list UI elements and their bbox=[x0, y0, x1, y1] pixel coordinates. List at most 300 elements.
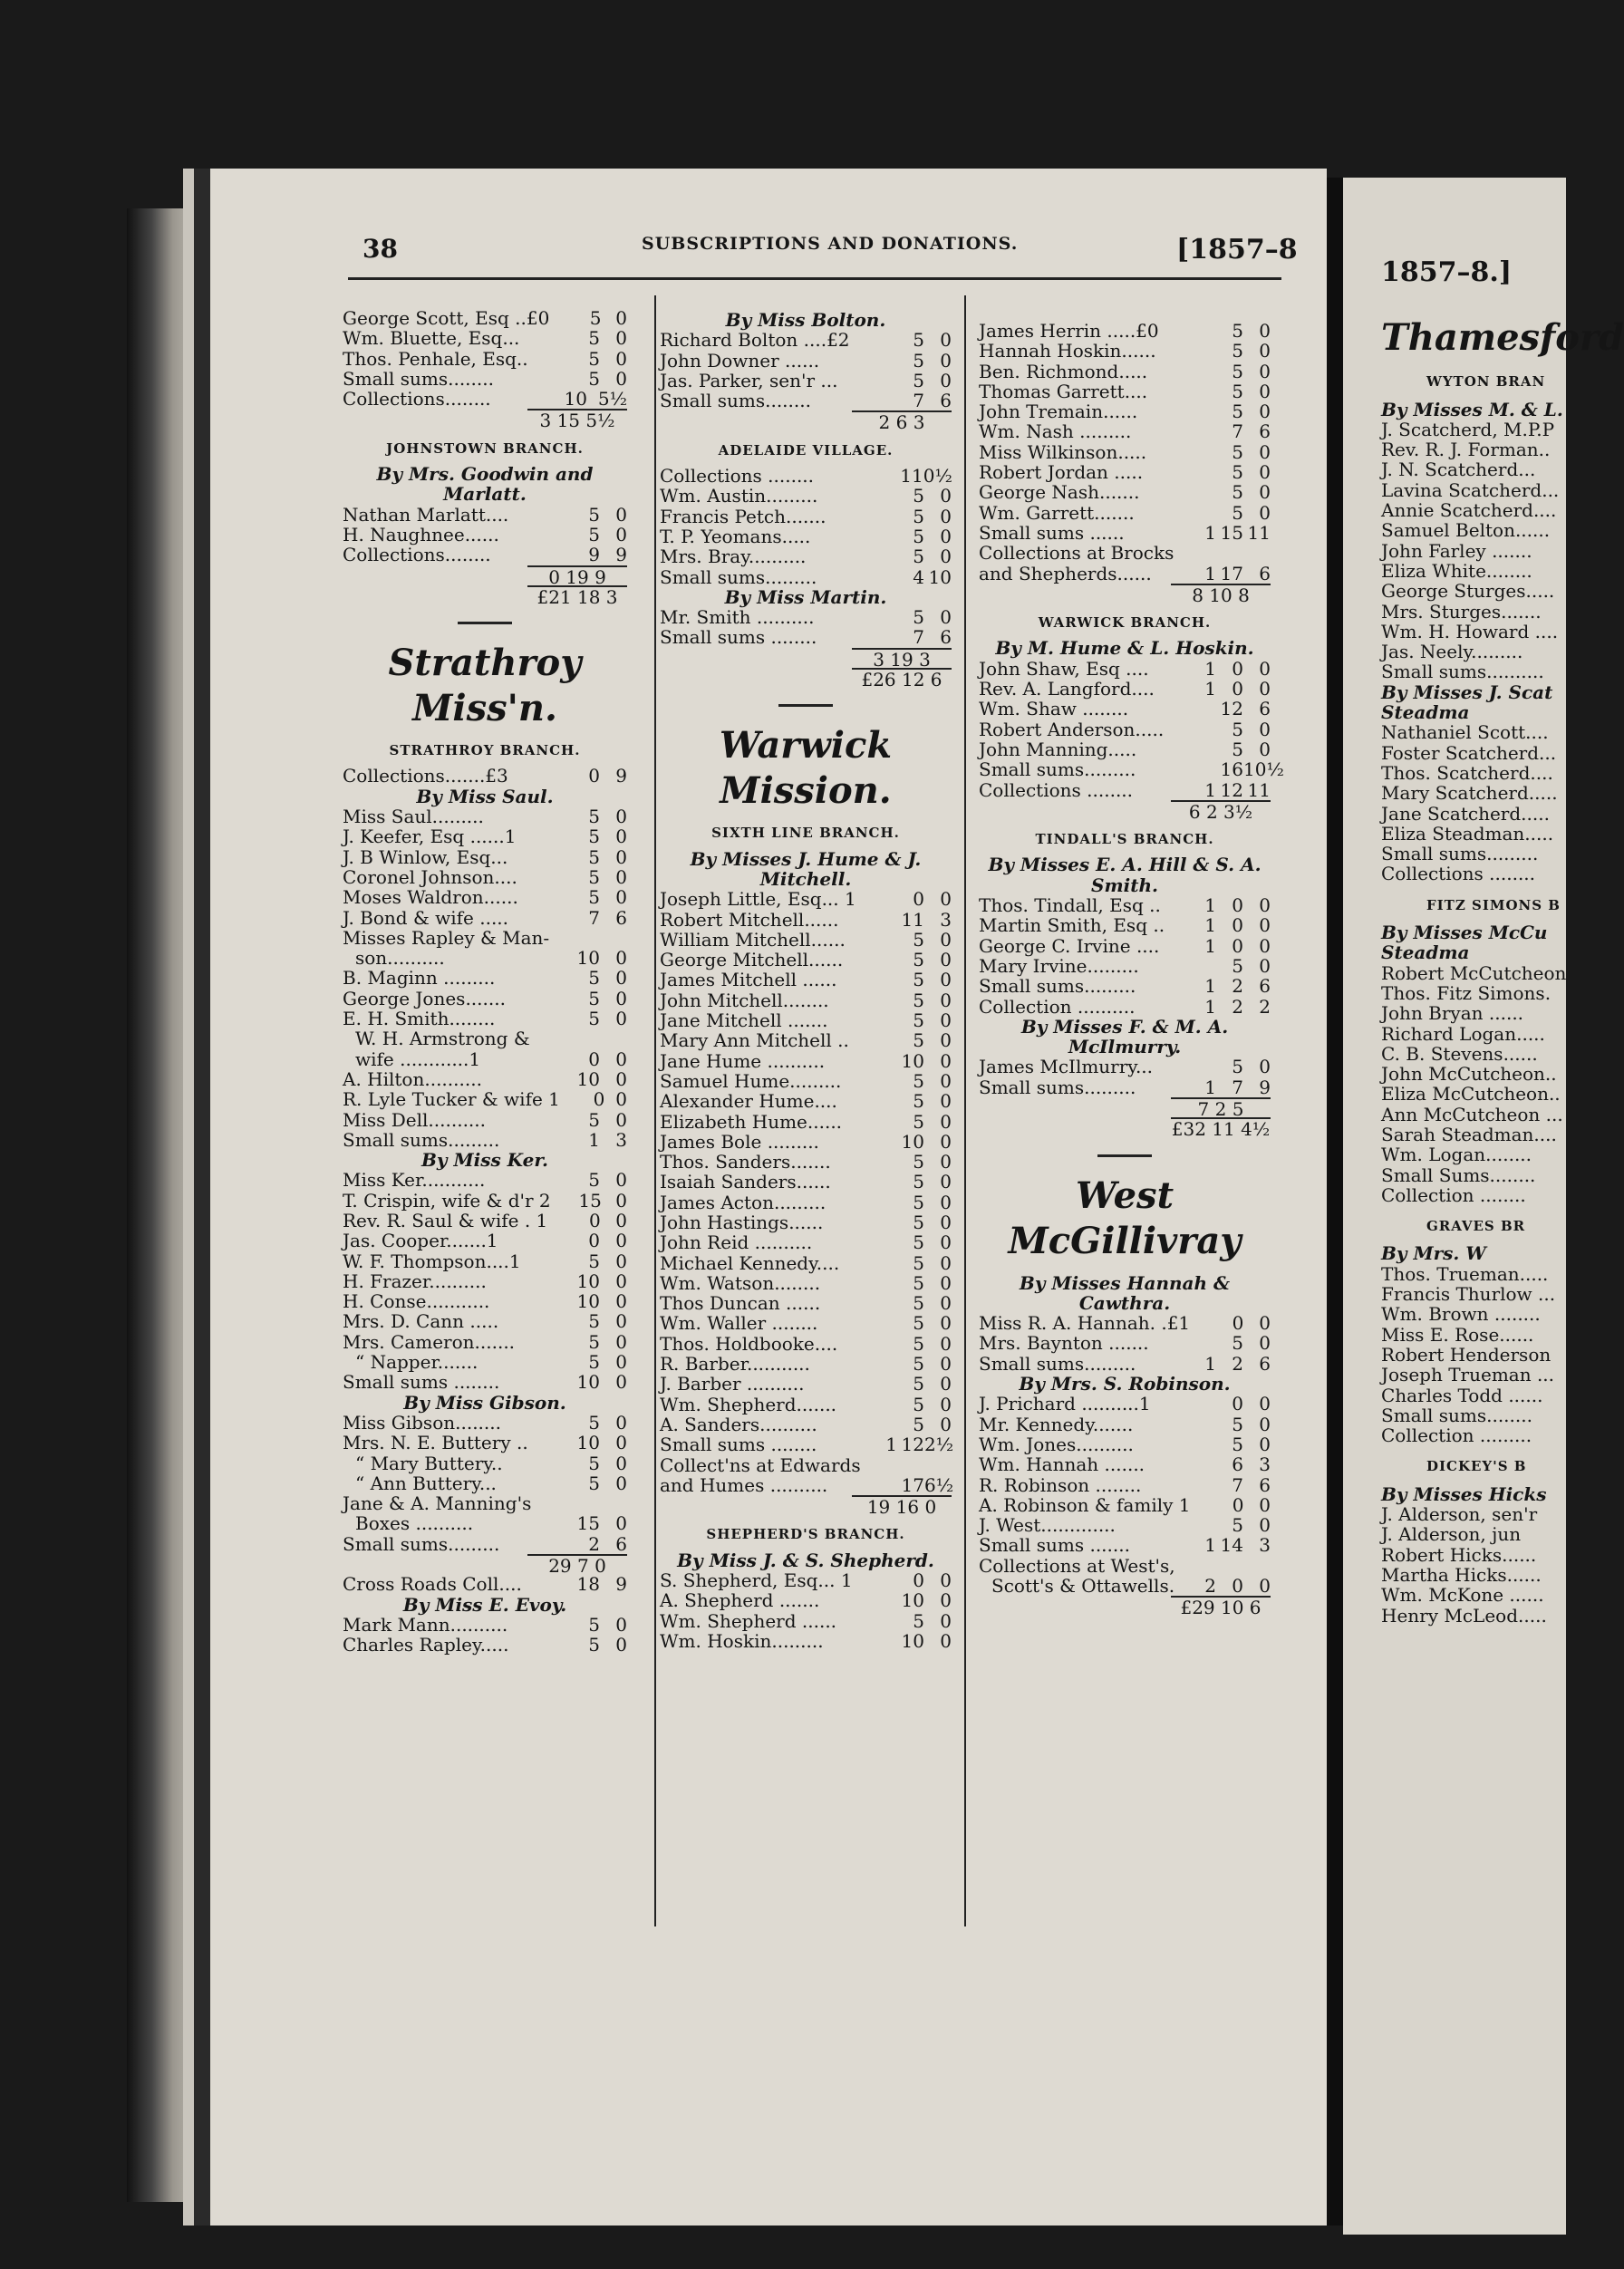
amount-pounds bbox=[870, 607, 897, 627]
amount-pounds bbox=[870, 1475, 897, 1495]
subscription-entry bbox=[979, 739, 1271, 759]
subscription-entry bbox=[979, 699, 1271, 719]
contributor-name: Jane & A. Manning's bbox=[343, 1492, 532, 1515]
subscription-entry bbox=[660, 371, 952, 391]
amount-pounds bbox=[870, 1212, 897, 1232]
subtotal-amount: £26 12 6 bbox=[852, 668, 952, 688]
subscription-entry: Thos. Scatcherd.... bbox=[1381, 761, 1553, 784]
amount-shillings: 10 bbox=[901, 1049, 924, 1072]
amount-pence: 0 bbox=[615, 1250, 627, 1272]
contributor-name: Moses Waldron...... bbox=[343, 886, 518, 909]
mission-heading: Warwick Mission. bbox=[719, 724, 893, 813]
contributor-name: Thos. Sanders....... bbox=[660, 1151, 831, 1173]
amount-pence: 0 bbox=[1259, 461, 1271, 484]
contributor-name: George Mitchell...... bbox=[660, 949, 844, 971]
amount-pence: 6 bbox=[1259, 420, 1271, 443]
total-line bbox=[343, 585, 627, 608]
amount-pence: 0 bbox=[615, 1411, 627, 1434]
contributor-name: Small sums ........ bbox=[343, 1371, 500, 1394]
contributor-name: “ Mary Buttery.. bbox=[355, 1452, 503, 1474]
collector-heading: By Mrs. Goodwin and Marlatt. bbox=[376, 463, 594, 506]
subscription-entry bbox=[343, 1049, 627, 1069]
amount-pence: 0 bbox=[940, 1029, 952, 1052]
amount-pence: 3 bbox=[1259, 1534, 1271, 1557]
subscription-entry bbox=[343, 1413, 627, 1433]
contributor-name: Cross Roads Coll.... bbox=[343, 1573, 522, 1596]
amount-pence: 0 bbox=[940, 1171, 952, 1193]
collector-heading: By M. Hume & L. Hoskin. bbox=[995, 637, 1254, 660]
subscription-entry bbox=[343, 1352, 627, 1372]
contributor-name: Mr. Kennedy....... bbox=[979, 1413, 1134, 1435]
subscription-entry bbox=[660, 1434, 952, 1454]
amount-pounds bbox=[870, 1112, 897, 1132]
subscription-entry bbox=[979, 780, 1271, 800]
amount-shillings: 5 bbox=[588, 1310, 600, 1333]
amount-shillings: 10 bbox=[576, 1270, 600, 1292]
amount-pence: 0 bbox=[615, 886, 627, 909]
subscription-entry: Robert Hicks...... bbox=[1381, 1543, 1537, 1566]
amount-shillings: 0 bbox=[1232, 894, 1243, 917]
amount-pounds bbox=[546, 968, 573, 988]
subscription-entry bbox=[343, 806, 627, 826]
contributor-name: John Shaw, Esq .... bbox=[979, 657, 1149, 680]
contributor-name: Joseph Little, Esq... 1 bbox=[660, 888, 856, 911]
amount-shillings: 5 bbox=[1232, 380, 1243, 402]
subscription-entry bbox=[979, 564, 1271, 584]
amount-pence: 0 bbox=[1259, 914, 1271, 937]
contributor-name: W. F. Thompson....1 bbox=[343, 1250, 521, 1272]
amount-shillings: 5 bbox=[913, 329, 924, 352]
amount-pence: 6 bbox=[940, 390, 952, 412]
amount-shillings: 1 bbox=[588, 1128, 600, 1151]
amount-shillings: 5 bbox=[588, 826, 600, 848]
subscription-entry bbox=[343, 1028, 627, 1048]
subscription-entry bbox=[979, 503, 1271, 523]
contributor-name: Robert Jordan ..... bbox=[979, 461, 1144, 484]
subtotal-amount: 3 15 5½ bbox=[527, 409, 627, 429]
amount-shillings: 5 bbox=[913, 1231, 924, 1254]
amount-shillings: 5 bbox=[588, 1613, 600, 1636]
amount-shillings: 5 bbox=[913, 1211, 924, 1233]
contributor-name: A. Shepherd ....... bbox=[660, 1589, 820, 1612]
contributor-name: Miss R. A. Hannah. .£1 bbox=[979, 1312, 1191, 1335]
amount-pounds bbox=[870, 1313, 897, 1333]
amount-pence: 0 bbox=[1259, 718, 1271, 740]
contributor-name: J. Keefer, Esq ......1 bbox=[343, 826, 517, 848]
contributor-name: Small sums......... bbox=[979, 758, 1136, 781]
total-line bbox=[660, 1495, 952, 1519]
amount-pence: 9 bbox=[615, 765, 627, 787]
right-page-entries bbox=[1381, 372, 1566, 1626]
total-line bbox=[979, 1596, 1271, 1619]
amount-pence: 0 bbox=[615, 1432, 627, 1454]
amount-pounds bbox=[551, 1191, 576, 1211]
amount-pounds bbox=[1189, 1434, 1216, 1454]
amount-pounds bbox=[546, 1110, 573, 1130]
subscription-entry: Collection ........ bbox=[1381, 1183, 1526, 1206]
amount-pounds bbox=[546, 1049, 573, 1069]
amount-pounds bbox=[546, 1635, 573, 1655]
contributor-name: Wm. Watson........ bbox=[660, 1271, 821, 1294]
amount-pence: 0 bbox=[615, 1512, 627, 1535]
amount-pence: 0 bbox=[940, 949, 952, 971]
amount-pounds bbox=[870, 627, 897, 647]
contributor-name: Mrs. Cameron....... bbox=[343, 1330, 516, 1353]
branch-heading: FITZ SIMONS B bbox=[1426, 896, 1561, 913]
amount-shillings: 5 bbox=[588, 1634, 600, 1656]
contributor-name: “ Napper....... bbox=[355, 1351, 478, 1374]
contributor-name: W. H. Armstrong & bbox=[355, 1028, 530, 1050]
amount-shillings: 5 bbox=[588, 1411, 600, 1434]
subscription-entry: John McCutcheon.. bbox=[1381, 1063, 1557, 1086]
amount-pence: 0 bbox=[615, 1048, 627, 1070]
subscription-entry bbox=[343, 545, 627, 565]
subscription-entry bbox=[660, 889, 952, 909]
amount-pounds: 1 bbox=[885, 1434, 897, 1456]
amount-shillings: 5 bbox=[588, 1330, 600, 1353]
amount-shillings: 5 bbox=[1232, 461, 1243, 484]
subscription-entry bbox=[343, 1069, 627, 1089]
contributor-name: Mark Mann.......... bbox=[343, 1613, 508, 1636]
subscription-entry bbox=[979, 1394, 1271, 1414]
subscription-entry bbox=[660, 351, 952, 371]
amount-shillings: 5 bbox=[913, 949, 924, 971]
subscription-entry bbox=[343, 908, 627, 928]
amount-pounds bbox=[1191, 1495, 1218, 1515]
amount-pence: 0 bbox=[940, 1009, 952, 1032]
amount-pounds bbox=[870, 546, 897, 566]
subscription-entry bbox=[660, 1395, 952, 1415]
amount-pounds bbox=[546, 545, 573, 565]
contributor-name: Small sums......... bbox=[979, 1076, 1136, 1098]
amount-pounds bbox=[870, 1152, 897, 1172]
subscription-entry bbox=[343, 1635, 627, 1655]
contributor-name: Small sums ........ bbox=[660, 1434, 817, 1456]
subscription-entry: Ann McCutcheon ... bbox=[1381, 1103, 1563, 1125]
contributor-name: George Scott, Esq ..£0 bbox=[343, 307, 550, 329]
amount-pence: 0 bbox=[615, 1088, 627, 1111]
amount-pence bbox=[924, 1455, 952, 1475]
contributor-name: John Downer ...... bbox=[660, 349, 820, 372]
amount-pence: 0 bbox=[1259, 1433, 1271, 1455]
amount-shillings: 7 bbox=[588, 906, 600, 929]
subscription-entry bbox=[343, 389, 627, 409]
contributor-name: J. Bond & wife ..... bbox=[343, 906, 509, 929]
subscription-entry bbox=[660, 1313, 952, 1333]
subscription-entry bbox=[660, 567, 952, 587]
amount-pence: 3 bbox=[940, 908, 952, 931]
amount-pounds bbox=[870, 1455, 897, 1475]
amount-pounds bbox=[1189, 1454, 1216, 1474]
amount-pence: 0 bbox=[940, 989, 952, 1011]
amount-pounds bbox=[1189, 362, 1216, 381]
subscription-entry: Miss E. Rose...... bbox=[1381, 1323, 1534, 1346]
subscription-entry bbox=[343, 505, 627, 525]
amount-shillings: 5 bbox=[589, 307, 602, 329]
subscription-entry: Sarah Steadman.... bbox=[1381, 1123, 1557, 1145]
amount-pounds bbox=[546, 1009, 573, 1028]
amount-shillings: 10 bbox=[901, 1130, 924, 1153]
amount-pence: 6½ bbox=[924, 1473, 954, 1496]
amount-pence: 0 bbox=[615, 367, 627, 390]
branch-heading: ADELAIDE VILLAGE. bbox=[718, 441, 894, 459]
subscription-entry bbox=[979, 442, 1271, 462]
amount-pounds bbox=[546, 1251, 573, 1271]
subscription-entry: Eliza McCutcheon.. bbox=[1381, 1083, 1561, 1106]
amount-pounds bbox=[546, 1513, 573, 1533]
amount-pence: 0 bbox=[940, 1332, 952, 1355]
amount-pounds bbox=[546, 1453, 573, 1473]
subscription-entry bbox=[660, 1475, 952, 1495]
amount-pounds bbox=[870, 1374, 897, 1394]
subtotal-amount: £21 18 3 bbox=[527, 585, 627, 605]
amount-pence: 0 bbox=[615, 845, 627, 868]
subscription-entry bbox=[343, 1615, 627, 1635]
amount-pence: 10½ bbox=[1243, 758, 1284, 781]
subscription-entry: Nathaniel Scott.... bbox=[1381, 721, 1549, 744]
contributor-name: Boxes .......... bbox=[355, 1512, 474, 1535]
amount-shillings: 5 bbox=[913, 349, 924, 372]
subscription-entry bbox=[660, 930, 952, 950]
amount-pounds bbox=[870, 1071, 897, 1091]
amount-pence: 0 bbox=[1259, 657, 1271, 680]
contributor-name: Wm. Jones.......... bbox=[979, 1433, 1134, 1455]
amount-shillings: 5 bbox=[913, 1373, 924, 1395]
amount-pence: 11 bbox=[1247, 521, 1271, 544]
amount-pounds bbox=[1189, 759, 1216, 779]
amount-shillings bbox=[575, 928, 602, 948]
amount-pounds bbox=[870, 351, 897, 371]
amount-pence: 0 bbox=[940, 1292, 952, 1315]
subscription-entry bbox=[343, 766, 627, 786]
amount-shillings: 5 bbox=[1232, 1056, 1243, 1078]
subscription-entry bbox=[343, 1332, 627, 1352]
contributor-name: Mrs. Bray.......... bbox=[660, 546, 807, 568]
amount-pounds bbox=[546, 1352, 573, 1372]
contributor-name: Miss Dell.......... bbox=[343, 1108, 486, 1131]
amount-shillings: 7 bbox=[1232, 420, 1243, 443]
amount-shillings: 15 bbox=[578, 1189, 602, 1212]
contributor-name: Collect'ns at Edwards bbox=[660, 1453, 861, 1476]
subscription-entry bbox=[660, 1354, 952, 1374]
subscription-entry: Small sums......... bbox=[1381, 843, 1539, 865]
amount-pence bbox=[600, 1028, 627, 1048]
amount-pounds bbox=[870, 1030, 897, 1050]
amount-pounds bbox=[870, 486, 897, 506]
subscription-entry bbox=[660, 1172, 952, 1192]
subscription-entry bbox=[979, 421, 1271, 441]
amount-shillings: 5 bbox=[913, 1393, 924, 1415]
amount-pence: 5½ bbox=[597, 388, 627, 410]
collector-heading: By Misses J. Scat bbox=[1381, 681, 1553, 703]
amount-pence: 6 bbox=[1259, 975, 1271, 998]
subscription-entry bbox=[660, 607, 952, 627]
amount-pence: 10 bbox=[928, 565, 952, 588]
subscription-entry bbox=[979, 381, 1271, 401]
subscription-entry bbox=[979, 1333, 1271, 1353]
amount-pence: 0 bbox=[1259, 1575, 1271, 1598]
contributor-name: Small sums........ bbox=[660, 390, 811, 412]
contributor-name: Wm. Austin......... bbox=[660, 485, 818, 507]
amount-shillings: 5 bbox=[1232, 501, 1243, 524]
collector-heading: By Miss Gibson. bbox=[403, 1391, 566, 1414]
right-page-heading: Thamesford bbox=[1381, 316, 1624, 360]
amount-pence: 0 bbox=[1259, 380, 1271, 402]
amount-pounds: 1 bbox=[1204, 934, 1216, 957]
amount-pounds bbox=[870, 1631, 897, 1651]
amount-shillings bbox=[897, 1455, 924, 1475]
amount-shillings: 5 bbox=[913, 1413, 924, 1435]
subscription-entry bbox=[343, 1453, 627, 1473]
amount-shillings: 5 bbox=[913, 989, 924, 1011]
amount-shillings: 7 bbox=[913, 390, 924, 412]
amount-pounds bbox=[546, 1291, 573, 1311]
amount-pounds bbox=[546, 505, 573, 525]
subscription-entry bbox=[343, 1311, 627, 1331]
amount-pounds bbox=[870, 391, 897, 410]
subscription-entry bbox=[343, 328, 627, 348]
amount-pence: 0 bbox=[615, 1330, 627, 1353]
amount-pence: 3 bbox=[1259, 1453, 1271, 1476]
contributor-name: Mr. Smith .......... bbox=[660, 606, 815, 629]
subscription-entry bbox=[660, 990, 952, 1010]
branch-heading: WARWICK BRANCH. bbox=[1038, 614, 1212, 632]
amount-shillings: 0 bbox=[913, 1569, 924, 1592]
amount-pounds bbox=[1190, 1313, 1217, 1333]
contributor-name: Collections at Brocks bbox=[979, 542, 1174, 565]
subscription-entry: Charles Todd ...... bbox=[1381, 1384, 1543, 1406]
total-line bbox=[979, 1117, 1271, 1141]
amount-shillings bbox=[1216, 543, 1243, 563]
amount-pence: 0 bbox=[940, 1130, 952, 1153]
amount-pence: 0 bbox=[615, 1371, 627, 1394]
contributor-name: Small sums......... bbox=[343, 1128, 500, 1151]
amount-shillings: 10 bbox=[901, 1589, 924, 1612]
contributor-name: Rev. A. Langford.... bbox=[979, 678, 1155, 700]
contributor-name: Jane Hume .......... bbox=[660, 1049, 826, 1072]
branch-heading: WYTON BRAN bbox=[1426, 373, 1546, 391]
amount-shillings: 11 bbox=[901, 908, 924, 931]
subscription-entry bbox=[343, 1372, 627, 1392]
amount-pence: 0 bbox=[615, 1270, 627, 1292]
total-line bbox=[979, 584, 1271, 606]
contributor-name: and Shepherds...... bbox=[979, 562, 1152, 584]
amount-pence: 0 bbox=[615, 1209, 627, 1231]
amount-shillings: 5 bbox=[913, 1292, 924, 1315]
subscription-entry: Joseph Trueman ... bbox=[1381, 1364, 1555, 1386]
amount-shillings: 5 bbox=[588, 503, 600, 526]
amount-pounds bbox=[1189, 482, 1216, 502]
subscription-entry bbox=[660, 950, 952, 970]
amount-pence bbox=[1243, 543, 1271, 563]
subscription-entry: J. Alderson, sen'r bbox=[1381, 1503, 1538, 1526]
amount-shillings: 5 bbox=[1232, 481, 1243, 504]
contributor-name: Collections........ bbox=[343, 388, 491, 410]
subscription-entry bbox=[660, 546, 952, 566]
contributor-name: Wm. Waller ........ bbox=[660, 1312, 818, 1335]
amount-pounds bbox=[870, 526, 897, 546]
amount-shillings: 5 bbox=[588, 865, 600, 888]
amount-pence: 0 bbox=[615, 503, 627, 526]
amount-shillings: 9 bbox=[588, 544, 600, 566]
amount-pence: 0 bbox=[615, 1189, 627, 1212]
amount-pounds bbox=[546, 1413, 573, 1433]
contributor-name: James McIlmurry... bbox=[979, 1056, 1154, 1078]
amount-shillings: 14 bbox=[1220, 1534, 1243, 1557]
amount-pounds: 1 bbox=[1204, 975, 1216, 998]
total-line bbox=[660, 668, 952, 691]
subscription-entry bbox=[660, 486, 952, 506]
subscription-entry bbox=[660, 1232, 952, 1252]
subscription-entry: J. N. Scatcherd... bbox=[1381, 459, 1536, 481]
contributor-name: Miss Wilkinson..... bbox=[979, 440, 1147, 463]
amount-pounds bbox=[1189, 1415, 1216, 1434]
contributor-name: Collections.......£3 bbox=[343, 765, 508, 787]
contributor-name: Collections........ bbox=[343, 544, 491, 566]
contributor-name: Mrs. Baynton ....... bbox=[979, 1332, 1149, 1355]
collector-heading: By Misses Hicks bbox=[1381, 1482, 1547, 1505]
amount-pounds bbox=[546, 826, 573, 846]
amount-pounds bbox=[1189, 503, 1216, 523]
right-page-column bbox=[1381, 256, 1624, 1627]
subscription-entry: Samuel Belton...... bbox=[1381, 519, 1551, 542]
subtotal-amount: 19 16 0 bbox=[852, 1495, 952, 1515]
amount-pounds bbox=[870, 1232, 897, 1252]
amount-pounds bbox=[870, 1253, 897, 1273]
collector-heading: By Misses F. & M. A. McIlmurry. bbox=[1020, 1015, 1229, 1058]
amount-pence: 0 bbox=[1259, 1393, 1271, 1415]
contributor-name: John Reid .......... bbox=[660, 1231, 813, 1254]
amount-shillings: 5 bbox=[913, 1312, 924, 1335]
subtotal-amount: £29 10 6 bbox=[1171, 1596, 1271, 1616]
subscription-entry bbox=[979, 1556, 1271, 1576]
subscription-entry bbox=[343, 1271, 627, 1291]
subscription-entry bbox=[343, 1513, 627, 1533]
subscription-entry bbox=[343, 1493, 627, 1513]
amount-pounds bbox=[1189, 1333, 1216, 1353]
contributor-name: Rev. R. Saul & wife . 1 bbox=[343, 1209, 548, 1231]
subscription-entry: Francis Thurlow ... bbox=[1381, 1283, 1556, 1306]
subscription-entry bbox=[660, 1611, 952, 1631]
contributor-name: Robert Mitchell...... bbox=[660, 908, 839, 931]
subscription-entry bbox=[660, 970, 952, 990]
amount-shillings: 5 bbox=[588, 1452, 600, 1474]
amount-pounds bbox=[546, 349, 573, 369]
subscription-entry: Mrs. Sturges....... bbox=[1381, 600, 1542, 623]
contributor-name: and Humes .......... bbox=[660, 1473, 828, 1496]
amount-pence: 0 bbox=[940, 1393, 952, 1415]
amount-pounds bbox=[546, 1574, 573, 1594]
subscription-entry bbox=[979, 1576, 1271, 1596]
amount-pounds bbox=[870, 1273, 897, 1293]
amount-shillings: 5 bbox=[588, 1472, 600, 1494]
collector-heading: By Misses E. A. Hill & S. A. Smith. bbox=[988, 854, 1262, 896]
subscription-entry bbox=[979, 1535, 1271, 1555]
amount-pounds bbox=[870, 1570, 897, 1590]
amount-pounds bbox=[1189, 462, 1216, 482]
total-line bbox=[343, 565, 627, 588]
amount-shillings: 5 bbox=[913, 1151, 924, 1173]
amount-pence: 0 bbox=[615, 1351, 627, 1374]
contributor-name: J. Prichard ..........1 bbox=[979, 1393, 1151, 1415]
amount-shillings: 5 bbox=[913, 1069, 924, 1092]
contributor-name: T. Crispin, wife & d'r 2 bbox=[343, 1189, 551, 1212]
subscription-entry bbox=[343, 1534, 627, 1554]
amount-shillings: 0 bbox=[1232, 678, 1243, 700]
subscription-entry: Thos. Fitz Simons. bbox=[1381, 981, 1552, 1004]
subscription-entry: Lavina Scatcherd... bbox=[1381, 478, 1560, 501]
amount-shillings bbox=[1216, 1556, 1243, 1576]
